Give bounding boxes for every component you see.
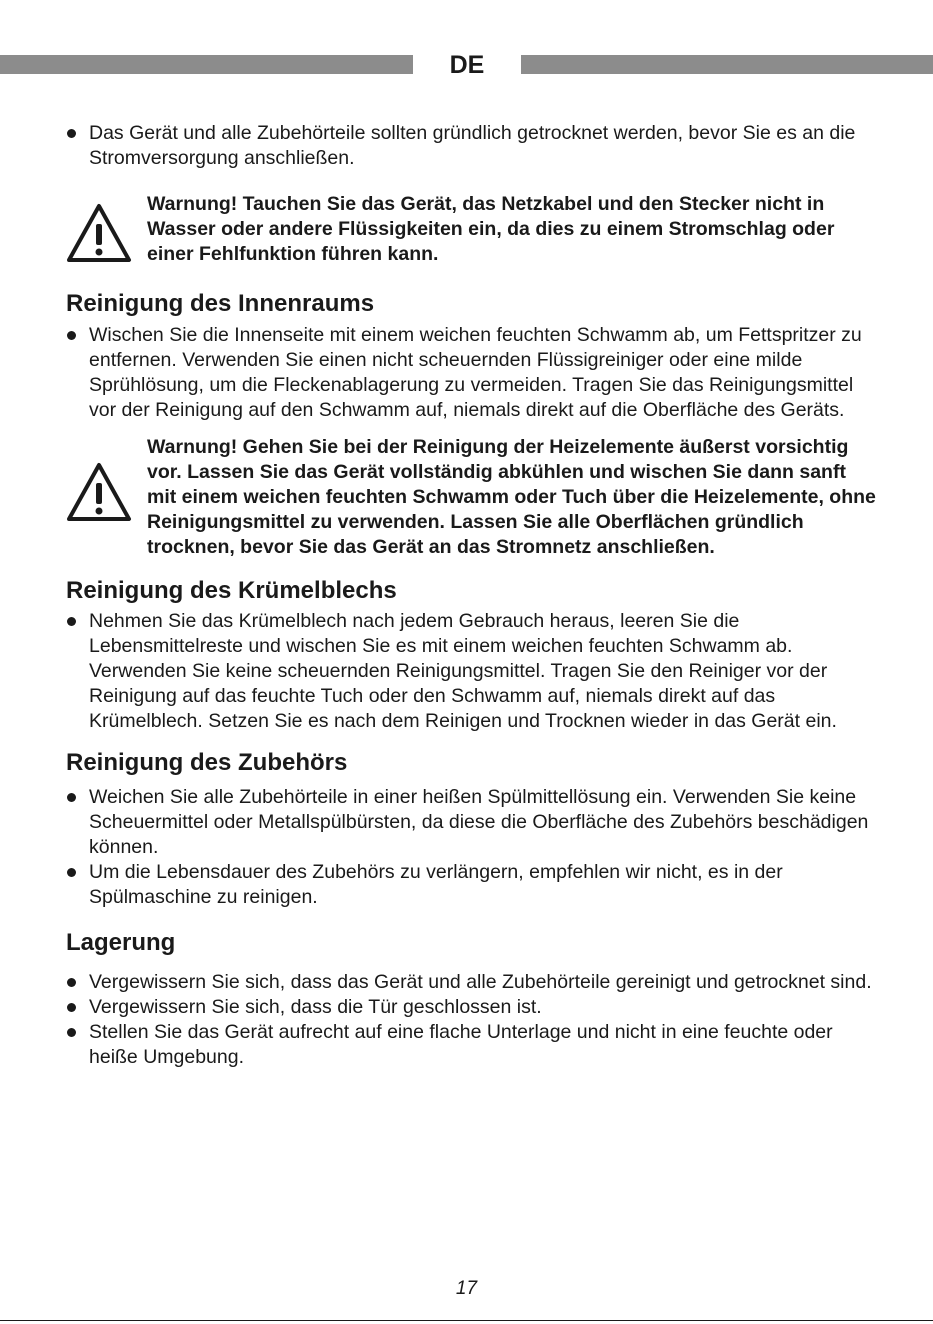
section-list xyxy=(66,970,876,1070)
header-bar-left xyxy=(0,55,413,74)
section-title: Reinigung des Innenraums xyxy=(66,290,375,317)
list-item: Um die Lebensdauer des Zubehörs zu verlängern, empfehlen wir nicht, es in der Spülmaschine zu reinigen. xyxy=(66,860,876,910)
warning-text: Warnung! Tauchen Sie das Gerät, das Netzkabel und den Stecker nicht in Wasser oder andere Flüssigkeiten ein, da dies zu einem Stromschlag oder einer Fehlfunktion führen kann. xyxy=(147,193,835,265)
list-item: Nehmen Sie das Krümelblech nach jedem Gebrauch heraus, leeren Sie die Lebensmittelreste und wischen Sie es mit einem weichen feuchten Schwamm ab. Verwenden Sie keine scheuernden Reinigungsmittel. Tragen Sie den Reiniger vor der Reinigung auf das feuchte Tuch oder den Schwamm auf, niemals direkt auf das Krümelblech. Setzen Sie es nach dem Reinigen und Trocknen wieder in das Gerät ein. xyxy=(66,609,876,734)
warning-box xyxy=(66,435,876,560)
list-item: Stellen Sie das Gerät aufrecht auf eine flache Unterlage und nicht in eine feuchte oder heiße Umgebung. xyxy=(66,1020,876,1070)
page-number: 17 xyxy=(455,1278,478,1299)
warning-text: Warnung! Gehen Sie bei der Reinigung der Heizelemente äußerst vorsichtig vor. Lassen Sie das Gerät vollständig abkühlen und wischen Sie dann sanft mit einem weichen feuchten Schwamm oder Tuch über die Heizelemente, ohne Reinigungsmittel zu verwenden. Lassen Sie alle Oberflächen gründlich trocknen, bevor Sie das Gerät an das Stromnetz anschließen. xyxy=(147,436,876,558)
warning-triangle-icon xyxy=(66,462,132,522)
section-list xyxy=(66,323,876,423)
list-item: Wischen Sie die Innenseite mit einem weichen feuchten Schwamm ab, um Fettspritzer zu entfernen. Verwenden Sie einen nicht scheuernden Flüssigreiniger oder eine milde Sprühlösung, um die Fleckenablagerung zu vermeiden. Tragen Sie das Reinigungsmittel vor der Reinigung auf den Schwamm auf, niemals direkt auf die Oberfläche des Geräts. xyxy=(66,323,876,423)
section-title: Reinigung des Zubehörs xyxy=(66,749,348,776)
list-item: Vergewissern Sie sich, dass das Gerät und alle Zubehörteile gereinigt und getrocknet sind. xyxy=(66,970,876,995)
section-title: Lagerung xyxy=(66,929,176,956)
page-content xyxy=(66,121,876,1070)
language-code: DE xyxy=(449,51,485,79)
section-list xyxy=(66,785,876,910)
list-item: Vergewissern Sie sich, dass die Tür geschlossen ist. xyxy=(66,995,876,1020)
intro-list xyxy=(66,121,876,171)
warning-triangle-icon xyxy=(66,203,132,263)
list-item: Das Gerät und alle Zubehörteile sollten gründlich getrocknet werden, bevor Sie es an die Stromversorgung anschließen. xyxy=(66,121,876,171)
warning-box xyxy=(66,192,876,267)
bottom-rule xyxy=(0,1320,933,1321)
section-title: Reinigung des Krümelblechs xyxy=(66,577,397,604)
section-list xyxy=(66,609,876,734)
list-item: Weichen Sie alle Zubehörteile in einer heißen Spülmittellösung ein. Verwenden Sie keine Scheuermittel oder Metallspülbürsten, da diese die Oberfläche des Zubehörs beschädigen können. xyxy=(66,785,876,860)
header-bar-right xyxy=(521,55,933,74)
